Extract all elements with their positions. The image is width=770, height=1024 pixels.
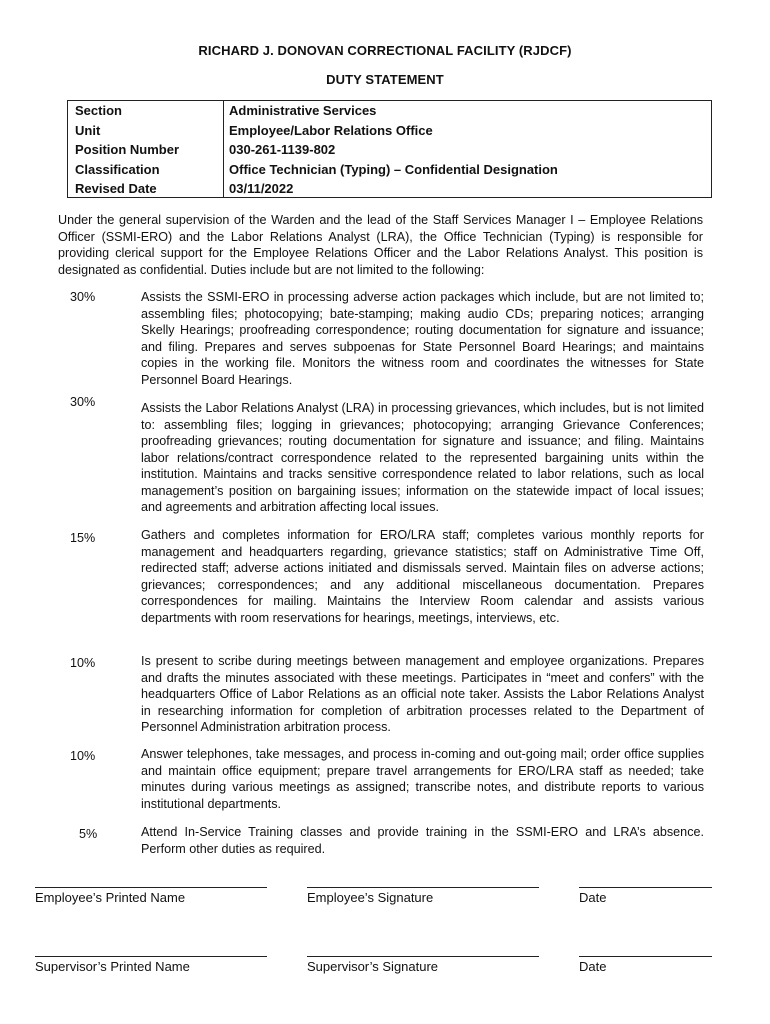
signature-line [307,887,539,888]
supervisor-date-field[interactable] [579,956,712,974]
duty-percent: 10% [70,656,96,670]
duty-percent: 5% [79,827,98,841]
duty-description: Assists the Labor Relations Analyst (LRA) in processing grievances, which includes, but is not limited to: assembling files; logging in grievances; photocopying; arranging Grievance Conferences; proofreading grievances; routing documentation for signature and issuance; and filing. Maintains labor relations/contract correspondence related to the represented bargaining units within the institution. Maintains and tracks sensitive correspondence related to labor relations, such as local management’s position on bargaining issues; information on the statewide impact of local issues; and agreements and arbitration affecting local issues. [141,401,704,514]
signature-caption: Date [579,890,607,905]
intro-paragraph: Under the general supervision of the Warden and the lead of the Staff Services Manager I – Employee Relations Officer (SSMI-ERO) and the Labor Relations Analyst (LRA), the Office Technician (Typing) is responsible for providing clerical support for the Employee Relations Officer and the Labor Relations Analyst. This position is designated as confidential. Duties include but are not limited to the following: [58,213,703,277]
info-label: Unit [75,122,101,138]
info-label: Section [75,103,122,118]
signature-caption: Supervisor’s Printed Name [35,959,190,974]
duty-percent: 10% [70,749,96,763]
duty-description: Gathers and completes information for ERO/LRA staff; completes various monthly reports for management and headquarters regarding, grievance statistics; staff on Administrative Time Off, redirected staff; adverse actions initiated and dismissals served. Maintain files on adverse actions; grievances; correspondences; and any additional miscellaneous documentation. Prepares correspondences for mailing. Maintains the Interview Room calendar and assists various departments with room reservations for hearings, meetings, interviews, etc. [141,528,704,625]
info-label: Position Number [75,142,180,157]
employee-date-field[interactable] [579,887,712,905]
info-row-unit [68,121,711,140]
info-value: Employee/Labor Relations Office [229,122,433,138]
signature-line [35,887,267,888]
info-label: Classification [75,161,160,177]
info-label: Revised Date [75,181,157,196]
info-row-revised-date [68,179,711,198]
info-value: Office Technician (Typing) – Confidential Designation [229,161,558,177]
signature-caption: Employee’s Signature [307,890,434,905]
signature-line [307,956,539,957]
duty-description: Attend In-Service Training classes and provide training in the SSMI-ERO and LRA’s absence. Perform other duties as required. [141,825,704,856]
info-row-classification [68,160,711,179]
duty-description: Answer telephones, take messages, and process in-coming and out-going mail; order office supplies and maintain office equipment; prepare travel arrangements for ERO/LRA staff as needed; take minutes during various meetings as assigned; transcribe notes, and distribute reports to various institutional departments. [141,747,704,811]
info-value: 03/11/2022 [229,181,294,196]
supervisor-signature-field[interactable] [307,956,539,974]
duty-percent: 15% [70,531,96,545]
signature-caption: Employee’s Printed Name [35,890,186,905]
signature-line [35,956,267,957]
duty-description: Assists the SSMI-ERO in processing adverse action packages which include, but are not limited to; assembling files; photocopying; bate-stamping; making audio CDs; preparing notices; arranging Skelly Hearings; proofreading correspondence; routing documentation for signature and issuance; and filing. Prepares and serves subpoenas for State Personnel Board Hearings; and maintains copies in the working file. Monitors the witness room and coordinates the witnesses for State Personnel Board Hearings. [141,290,704,387]
duty-percent: 30% [70,395,96,409]
employee-printed-name-field[interactable] [35,887,267,905]
duty-description: Is present to scribe during meetings between management and employee organizations. Prepares and drafts the minutes associated with these meetings. Participates in “meet and confers” with the headquarters Office of Labor Relations as an official note taker. Assists the Labor Relations Analyst in researching information for completion of arbitration processes related to the Department of Personnel Administration arbitration process. [141,654,704,734]
info-row-section [68,101,711,120]
document-title: DUTY STATEMENT [326,72,444,87]
signature-line [579,887,712,888]
supervisor-printed-name-field[interactable] [35,956,267,974]
signature-caption: Date [579,959,607,974]
info-value: Administrative Services [229,103,377,118]
position-info-table [67,100,712,198]
signature-caption: Supervisor’s Signature [307,959,439,974]
info-row-position-number [68,140,711,159]
facility-title: RICHARD J. DONOVAN CORRECTIONAL FACILITY (RJDCF) [198,43,572,58]
duty-percent: 30% [70,290,96,304]
signature-line [579,956,712,957]
info-value: 030-261-1139-802 [229,142,336,157]
employee-signature-field[interactable] [307,887,539,905]
